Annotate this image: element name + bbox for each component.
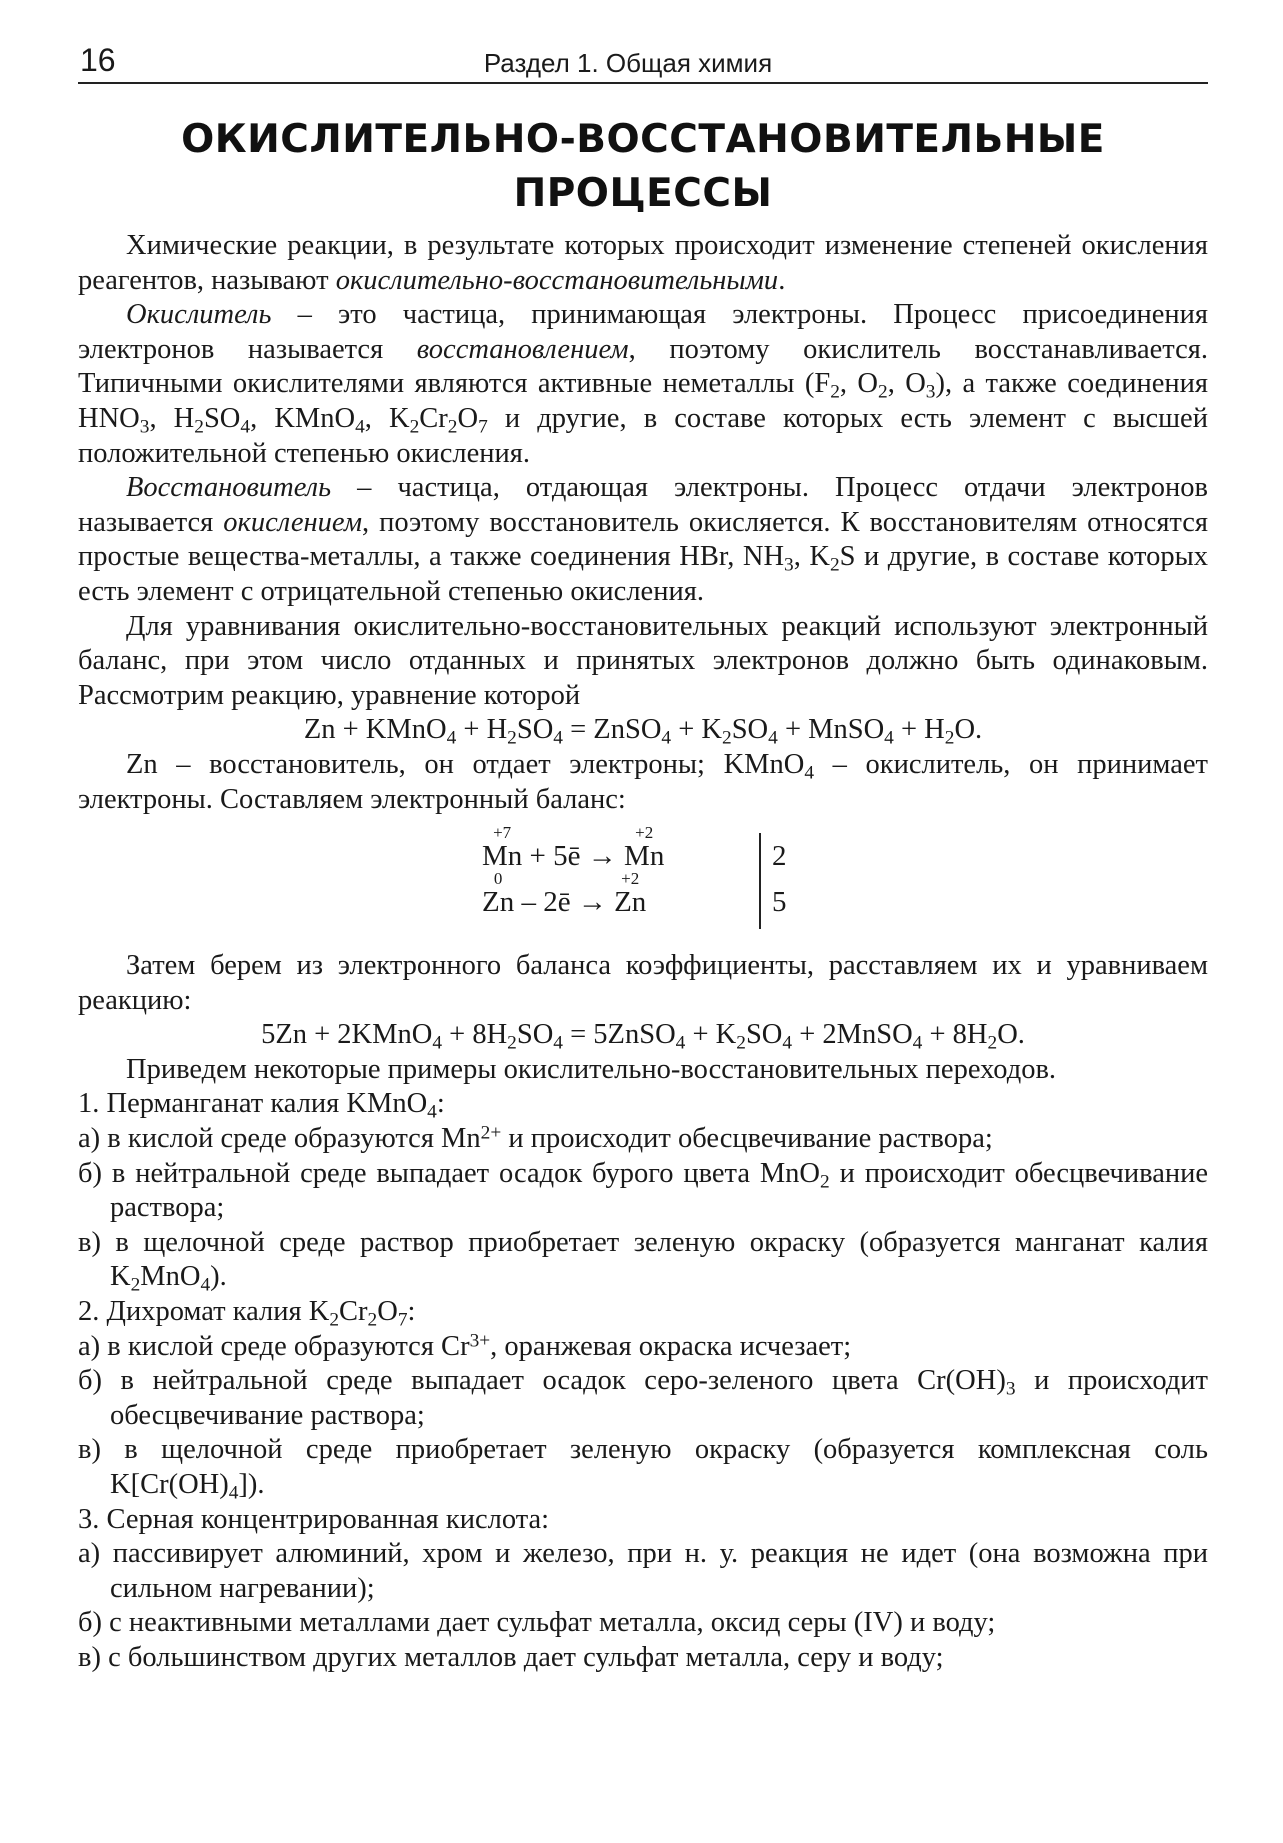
list-item: б) с неактивными металлами дает сульфат металла, оксид серы (IV) и воду; (78, 1607, 996, 1639)
list-item: а) пассивирует алюминий, хром и железо, при н. у. реакция не идет (она возможна при сильном нагревании); (78, 1538, 1208, 1604)
body-text (78, 229, 1208, 1676)
list-item: в) в щелочной среде раствор приобретает зеленую окраску (образуется манганат калия $K_2MnO_4$). (78, 1226, 1208, 1296)
balance-coef-1: 2 (772, 840, 787, 873)
list-item: а) в кислой среде образуются $Mn^{2+}$ и происходит обесцвечивание раствора; (78, 1122, 993, 1155)
list-item: б) в нейтральной среде выпадает осадок серо-зеленого цвета $Cr(OH)_3$ и происходит обесцвечивание раствора; (78, 1365, 1208, 1431)
page-number: 16 (80, 42, 116, 78)
list-heading-kmno4: 1. Перманганат калия KMnO$_4$: (78, 1088, 445, 1123)
chapter-title (78, 113, 1208, 221)
list-item: а) в кислой среде образуются $Cr^{3+}$, оранжевая окраска исчезает; (78, 1329, 852, 1362)
paragraph-reducer: Восстановитель – частица, отдающая электроны. Процесс отдачи электронов называется окислением, поэтому восстановитель окисляется. К восстановителям относятся простые вещества-металлы, а также соединения HBr, $NH_3$, $K_2S$ и другие, в составе которых есть элемент с отрицательной степенью окисления. (78, 472, 1208, 607)
paragraph-coefficients: Затем берем из электронного баланса коэффициенты, расставляем их и уравниваем реакцию: (78, 950, 1208, 1016)
chapter-title-line2: ПРОЦЕССЫ (513, 171, 773, 216)
running-header (78, 38, 1208, 84)
balance-divider (759, 833, 761, 929)
section-title: Раздел 1. Общая химия (483, 48, 773, 78)
balance-row-mn: +7 Mn + 5ē → +2 Mn (482, 823, 665, 873)
paragraph-definition: Химические реакции, в результате которых происходит изменение степеней окисления реагентов, называют окислительно-восстановительными. (78, 230, 1208, 296)
list-item: б) в нейтральной среде выпадает осадок бурого цвета MnO$_2$ и происходит обесцвечивание раствора; (78, 1157, 1209, 1224)
paragraph-roles: Zn – восстановитель, он отдает электроны; KMnO$_4$ – окислитель, он принимает электроны. Составляем электронный баланс: (78, 748, 1208, 815)
list-item: в) в щелочной среде приобретает зеленую окраску (образуется комплексная соль $K[Cr(OH)_4]$). (78, 1434, 1208, 1504)
paragraph-examples-intro: Приведем некоторые примеры окислительно-восстановительных переходов. (126, 1053, 1057, 1085)
paragraph-balance-intro: Для уравнивания окислительно-восстановительных реакций используют электронный баланс, при этом число отданных и принятых электронов должно быть одинаковым. Рассмотрим реакцию, уравнение которой (78, 610, 1208, 711)
balance-coef-2: 5 (772, 886, 787, 919)
equation-unbalanced: Zn + KMnO$_4$ + $H_2SO_4$ = ZnSO$_4$ + $K_2SO_4$ + MnSO$_4$ + $H_2O$. (303, 714, 983, 749)
list-heading-sulfuric-acid: 3. Серная концентрированная кислота: (78, 1503, 550, 1535)
list-heading-dichromate: 2. Дихромат калия $K_2Cr_2O_7$: (78, 1296, 416, 1331)
equation-balanced: 5Zn + 2KMnO$_4$ + $8H_2SO_4$ = 5ZnSO$_4$ + $K_2SO_4$ + 2MnSO$_4$ + $8H_2O$. (261, 1019, 1025, 1054)
balance-row-zn: 0 Zn – 2ē → +2 Zn (482, 869, 647, 919)
chapter-title-line1: ОКИСЛИТЕЛЬНО-ВОССТАНОВИТЕЛЬНЫЕ (181, 117, 1105, 162)
electron-balance (482, 823, 812, 933)
list-item: в) с большинством других металлов дает сульфат металла, серу и воду; (78, 1641, 944, 1673)
paragraph-oxidizer: Окислитель – это частица, принимающая электроны. Процесс присоединения электронов называется восстановлением, поэтому окислитель восстанавливается. Типичными окислителями являются активные неметаллы ($F_2$, $O_2$, $O_3$), а также соединения $HNO_3$, $H_2SO_4$, KMnO$_4$, $K_2Cr_2O_7$ и другие, в составе которых есть элемент с высшей положительной степенью окисления. (78, 299, 1208, 469)
